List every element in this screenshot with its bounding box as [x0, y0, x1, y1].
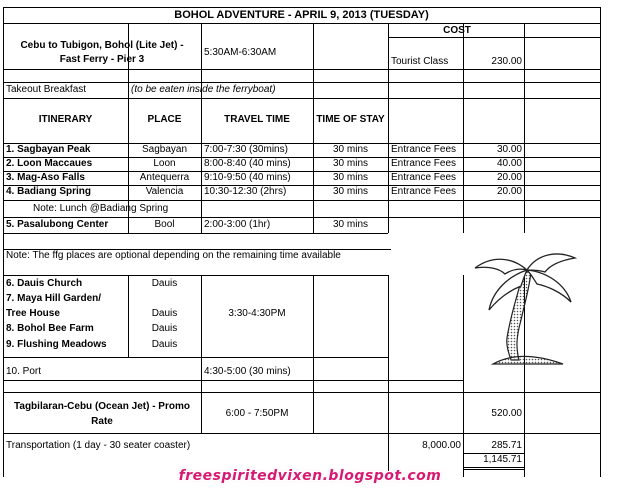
pasalubong-place: Bool	[154, 219, 175, 230]
header-itinerary: ITINERARY	[38, 114, 93, 125]
ferry-cost-value: 230.00	[491, 56, 522, 67]
itinerary-stay: 30 mins	[332, 172, 368, 183]
itinerary-travel: 10:30-12:30 (2hrs)	[204, 186, 287, 197]
port-name: 10. Port	[6, 366, 42, 377]
grid-line	[463, 275, 464, 477]
grid-line	[463, 23, 464, 233]
itinerary-fee: 40.00	[496, 158, 522, 169]
optional-place-town: Dauis	[151, 323, 178, 334]
itinerary-fee: 20.00	[496, 172, 522, 183]
grid-line	[3, 82, 600, 83]
watermark-text: freespiritedvixen.blogspot.com	[178, 468, 442, 484]
optional-place-town: Dauis	[151, 308, 178, 319]
itinerary-place: Sagbayan	[141, 144, 188, 155]
grand-total: 1,145.71	[483, 454, 522, 465]
lunch-note: Note: Lunch @Badiang Spring	[33, 203, 169, 214]
itinerary-place: Loon	[153, 158, 176, 169]
header-place: PLACE	[147, 114, 182, 125]
header-time-of-stay: TIME OF STAY	[316, 114, 385, 125]
itinerary-fee-label: Entrance Fees	[391, 144, 457, 155]
itinerary-sheet	[3, 7, 600, 477]
optional-place-town: Dauis	[151, 339, 178, 350]
cost-header: COST	[443, 25, 471, 36]
grid-line	[3, 392, 600, 393]
return-ferry-time: 6:00 - 7:50PM	[225, 408, 289, 419]
ferry-time: 5:30AM-6:30AM	[204, 47, 277, 58]
transport-total: 8,000.00	[422, 440, 461, 451]
pasalubong-stay: 30 mins	[332, 219, 368, 230]
itinerary-fee-label: Entrance Fees	[391, 186, 457, 197]
itinerary-stay: 30 mins	[332, 186, 368, 197]
optional-time: 3:30-4:30PM	[228, 308, 286, 319]
grid-line	[313, 275, 314, 433]
header-travel-time: TRAVEL TIME	[224, 114, 290, 125]
grid-line	[3, 380, 463, 381]
itinerary-stay: 30 mins	[332, 158, 368, 169]
grid-line	[3, 433, 600, 434]
grid-line	[3, 357, 388, 358]
breakfast-label: Takeout Breakfast	[6, 84, 87, 95]
itinerary-name: 3. Mag-Aso Falls	[6, 172, 85, 183]
itinerary-name: 2. Loon Maccaues	[6, 158, 93, 169]
palm-tree-icon	[471, 250, 581, 370]
transport-label: Transportation (1 day - 30 seater coaster)	[6, 440, 191, 451]
grid-line	[524, 23, 525, 233]
itinerary-fee-label: Entrance Fees	[391, 158, 457, 169]
breakfast-note: (to be eaten inside the ferryboat)	[131, 84, 276, 95]
grid-line	[3, 23, 600, 24]
transport-share: 285.71	[491, 440, 522, 451]
optional-place-name: 6. Dauis Church	[6, 278, 83, 289]
itinerary-name: 1. Sagbayan Peak	[6, 144, 91, 155]
grid-line	[313, 23, 314, 233]
optional-place-name: 8. Bohol Bee Farm	[6, 323, 94, 334]
pasalubong-travel: 2:00-3:00 (1hr)	[204, 219, 271, 230]
grid-line	[3, 275, 388, 276]
optional-place-name: 7. Maya Hill Garden/	[6, 293, 102, 304]
itinerary-travel: 8:00-8:40 (40 mins)	[204, 158, 291, 169]
itinerary-travel: 9:10-9:50 (40 mins)	[204, 172, 291, 183]
return-ferry-line2: Rate	[91, 416, 113, 427]
grid-line	[463, 467, 524, 468]
grid-line	[3, 200, 600, 201]
return-ferry-cost: 520.00	[491, 408, 522, 419]
grid-line	[3, 98, 600, 99]
itinerary-place: Antequerra	[139, 172, 190, 183]
optional-place-town: Dauis	[151, 278, 178, 289]
grid-line	[3, 7, 600, 8]
grid-line	[388, 23, 389, 233]
grid-line	[600, 7, 601, 477]
return-ferry-line1: Tagbilaran-Cebu (Ocean Jet) - Promo	[14, 401, 190, 412]
grid-line	[201, 23, 202, 233]
itinerary-place: Valencia	[145, 186, 184, 197]
sheet-title: BOHOL ADVENTURE - APRIL 9, 2013 (TUESDAY)	[174, 9, 429, 21]
ferry-cost-label: Tourist Class	[391, 56, 449, 67]
itinerary-fee: 20.00	[496, 186, 522, 197]
ferry-route-line2: Fast Ferry - Pier 3	[59, 54, 145, 65]
itinerary-travel: 7:00-7:30 (30mins)	[204, 144, 288, 155]
grid-line	[3, 69, 600, 70]
itinerary-stay: 30 mins	[332, 144, 368, 155]
itinerary-name: 4. Badiang Spring	[6, 186, 92, 197]
optional-place-name: Tree House	[6, 308, 60, 319]
optional-place-name: 9. Flushing Meadows	[6, 339, 107, 350]
port-travel: 4:30-5:00 (30 mins)	[204, 366, 291, 377]
optional-note: Note: The ffg places are optional depending on the remaining time available	[6, 250, 341, 261]
itinerary-fee-label: Entrance Fees	[391, 172, 457, 183]
grid-line	[463, 469, 524, 470]
grid-line	[3, 217, 600, 218]
pasalubong-name: 5. Pasalubong Center	[6, 219, 109, 230]
itinerary-fee: 30.00	[496, 144, 522, 155]
grid-line	[3, 233, 388, 234]
grid-line	[388, 37, 600, 38]
grid-line	[388, 275, 389, 477]
ferry-route-line1: Cebu to Tubigon, Bohol (Lite Jet) -	[20, 40, 184, 51]
